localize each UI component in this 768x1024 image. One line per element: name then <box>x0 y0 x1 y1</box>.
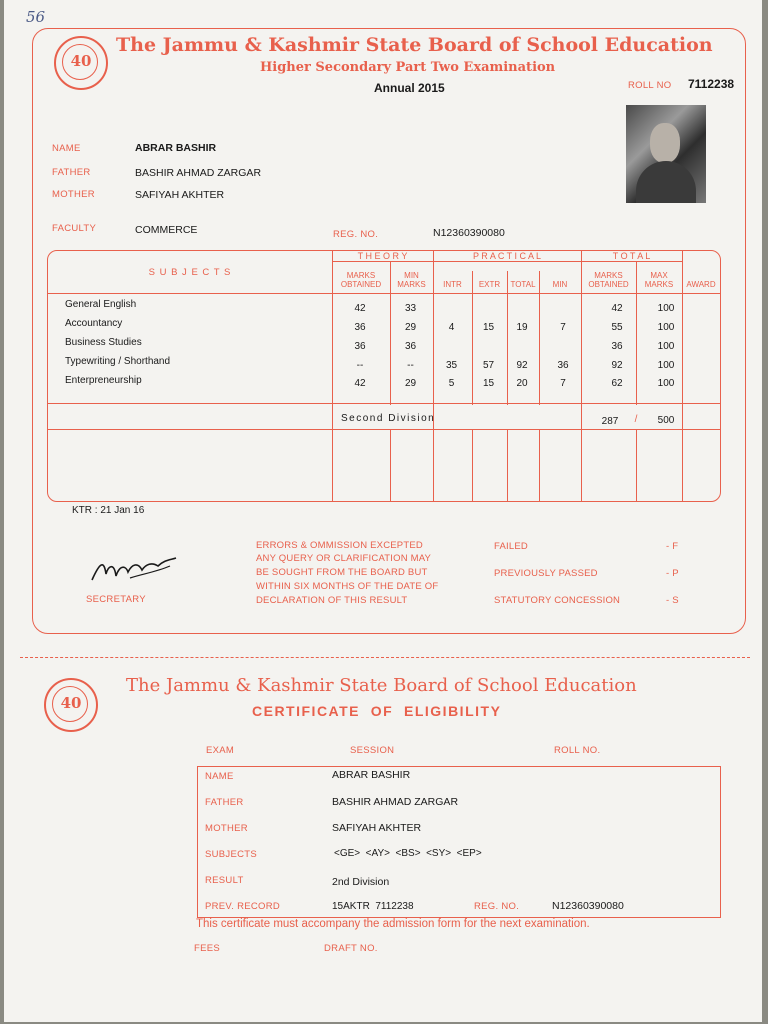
statutory-concession-label: STATUTORY CONCESSION <box>494 595 621 606</box>
practical-extr: 15 <box>482 322 495 333</box>
practical-total: 92 <box>516 360 528 371</box>
certificate-result-label: RESULT <box>205 875 244 886</box>
marks-certificate-page <box>4 0 762 1022</box>
mother-value: SAFIYAH AKHTER <box>135 189 225 201</box>
failed-label: FAILED <box>494 541 528 552</box>
theory-min: 29 <box>404 378 417 389</box>
session-label: SESSION <box>350 745 395 756</box>
theory-obtained: 36 <box>354 341 366 352</box>
max-marks-header: MAX MARKS <box>644 271 674 289</box>
practical-intr: 5 <box>448 378 455 389</box>
subjects-header: S U B J E C T S <box>148 267 232 278</box>
errors-note-line-3: BE SOUGHT FROM THE BOARD BUT <box>256 567 428 578</box>
intr-header: INTR <box>443 280 462 289</box>
practical-total: 19 <box>516 322 528 333</box>
certificate-heading: CERTIFICATE OF ELIGIBILITY <box>252 703 502 719</box>
division-result: Second Division <box>341 413 436 424</box>
theory-obtained: 42 <box>354 378 366 389</box>
practical-min: 7 <box>560 378 566 389</box>
certificate-result-value: 2nd Division <box>332 876 390 888</box>
father-label: FATHER <box>52 167 91 178</box>
grand-total-slash: / <box>634 414 638 425</box>
total-header: T O T A L <box>612 251 651 261</box>
subject-name: General English <box>65 299 137 310</box>
errors-note-line-4: WITHIN SIX MONTHS OF THE DATE OF <box>256 581 439 592</box>
exam-label: EXAM <box>206 745 235 756</box>
theory-header: T H E O R Y <box>357 251 408 261</box>
certificate-name-value: ABRAR BASHIR <box>332 769 411 781</box>
certificate-father-value: BASHIR AHMAD ZARGAR <box>332 796 459 808</box>
practical-min-header: MIN <box>552 280 568 289</box>
theory-obtained: 36 <box>354 322 366 333</box>
subject-name: Typewriting / Shorthand <box>65 356 171 367</box>
faculty-label: FACULTY <box>52 223 97 234</box>
name-label: NAME <box>52 143 81 154</box>
theory-min: -- <box>407 360 414 371</box>
exam-session: Annual 2015 <box>374 81 445 95</box>
draft-no-label: DRAFT NO. <box>324 943 378 954</box>
certificate-roll-no-label: ROLL NO. <box>554 745 601 756</box>
perforation-line <box>20 657 750 658</box>
ktr-date: KTR : 21 Jan 16 <box>72 505 145 516</box>
prev-record-label: PREV. RECORD <box>205 901 281 912</box>
certificate-subjects-value: <GE> <AY> <BS> <SY> <EP> <box>334 848 482 859</box>
faculty-value: COMMERCE <box>135 224 198 236</box>
theory-min: 36 <box>404 341 417 352</box>
practical-min: 36 <box>557 360 569 371</box>
theory-min: 33 <box>404 303 417 314</box>
roll-no-value: 7112238 <box>688 77 735 91</box>
total-obtained: 55 <box>611 322 623 333</box>
practical-extr: 57 <box>482 360 495 371</box>
previously-passed-code: - P <box>666 568 679 579</box>
theory-marks-obtained-header: MARKS OBTAINED <box>340 271 382 289</box>
certificate-board-title: The Jammu & Kashmir State Board of School Education <box>126 675 637 696</box>
certificate-name-label: NAME <box>205 771 234 782</box>
practical-intr: 4 <box>448 322 455 333</box>
father-value: BASHIR AHMAD ZARGAR <box>135 167 262 179</box>
total-max: 100 <box>657 341 675 352</box>
grand-total-obtained: 287 <box>601 416 619 427</box>
fees-label: FEES <box>194 943 221 954</box>
theory-min-marks-header: MIN MARKS <box>397 271 426 289</box>
total-max: 100 <box>657 322 675 333</box>
theory-min: 29 <box>404 322 417 333</box>
marks-table <box>47 250 721 502</box>
practical-total: 20 <box>516 378 528 389</box>
total-obtained: 92 <box>611 360 623 371</box>
previously-passed-label: PREVIOUSLY PASSED <box>494 568 598 579</box>
certificate-reg-no-value: N12360390080 <box>552 900 624 912</box>
errors-note-line-5: DECLARATION OF THIS RESULT <box>256 595 408 606</box>
theory-obtained: 42 <box>354 303 366 314</box>
certificate-reg-no-label: REG. NO. <box>474 901 520 912</box>
extr-header: EXTR <box>478 280 501 289</box>
errors-note-line-1: ERRORS & OMMISSION EXCEPTED <box>256 540 423 551</box>
exam-subtitle: Higher Secondary Part Two Examination <box>260 60 556 75</box>
certificate-father-label: FATHER <box>205 797 244 808</box>
statutory-concession-code: - S <box>666 595 679 606</box>
reg-no-value: N12360390080 <box>433 227 505 239</box>
secretary-label: SECRETARY <box>86 594 146 605</box>
practical-header: P R A C T I C A L <box>472 251 542 261</box>
total-max: 100 <box>657 378 675 389</box>
subject-name: Accountancy <box>65 318 123 329</box>
practical-intr: 35 <box>445 360 458 371</box>
subject-name: Business Studies <box>65 337 142 348</box>
roll-no-label: ROLL NO <box>628 80 672 91</box>
grand-total-max: 500 <box>657 415 675 426</box>
pencil-note: 56 <box>26 8 46 26</box>
reg-no-label: REG. NO. <box>333 229 379 240</box>
total-obtained: 62 <box>611 378 623 389</box>
practical-min: 7 <box>560 322 566 333</box>
total-max: 100 <box>657 360 675 371</box>
certificate-mother-label: MOTHER <box>205 823 248 834</box>
errors-note-line-2: ANY QUERY OR CLARIFICATION MAY <box>256 553 432 564</box>
board-title: The Jammu & Kashmir State Board of School Education <box>116 34 713 56</box>
theory-obtained: -- <box>356 360 364 371</box>
failed-code: - F <box>666 541 679 552</box>
total-obtained: 36 <box>611 341 623 352</box>
certificate-footer-note: This certificate must accompany the admission form for the next examination. <box>196 918 590 930</box>
prev-record-value: 15AKTR 7112238 <box>332 901 414 912</box>
board-logo-icon-certificate <box>44 678 98 732</box>
certificate-subjects-label: SUBJECTS <box>205 849 258 860</box>
total-marks-obtained-header: MARKS OBTAINED <box>588 271 629 289</box>
subject-name: Enterpreneurship <box>65 375 142 386</box>
total-max: 100 <box>657 303 675 314</box>
total-obtained: 42 <box>611 303 623 314</box>
board-logo-number: 40 <box>70 52 92 70</box>
practical-extr: 15 <box>482 378 495 389</box>
certificate-details-box <box>197 766 721 918</box>
candidate-photo <box>626 105 706 203</box>
name-value: ABRAR BASHIR <box>135 142 217 154</box>
mother-label: MOTHER <box>52 189 95 200</box>
board-logo-icon <box>54 36 108 90</box>
secretary-signature <box>90 552 178 586</box>
certificate-mother-value: SAFIYAH AKHTER <box>332 822 422 834</box>
practical-total-header: TOTAL <box>510 280 536 289</box>
board-logo-number: 40 <box>60 694 82 712</box>
award-header: AWARD <box>686 280 716 289</box>
